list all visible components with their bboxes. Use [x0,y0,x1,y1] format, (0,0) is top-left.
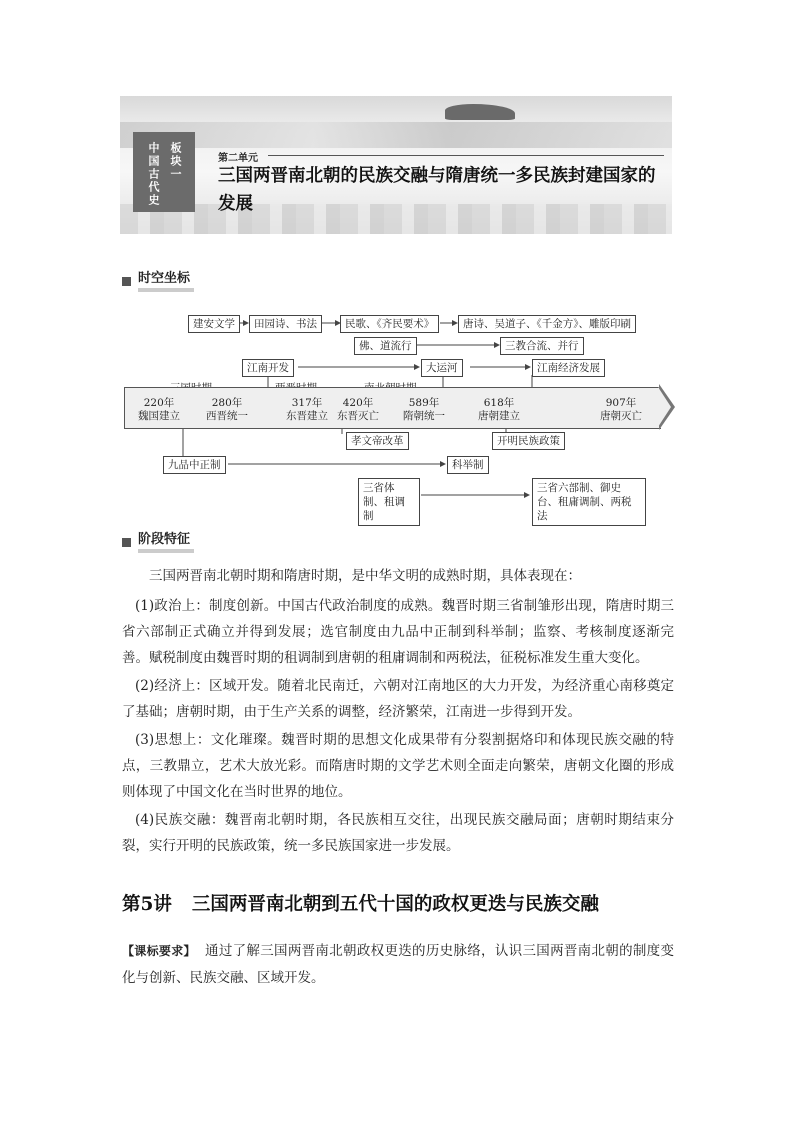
square-bullet-icon [122,277,131,286]
timeline-policy-box: 开明民族政策 [492,432,565,450]
requirement-label: 【课标要求】 [122,944,196,958]
curriculum-requirement [122,938,674,992]
square-bullet-icon [122,538,131,547]
timeline-system-box: 九品中正制 [163,456,226,474]
banner-island-image [445,104,515,120]
timeline-event: 220年 魏国建立 [138,397,180,422]
timeline-culture-box: 田园诗、书法 [249,315,322,333]
timeline-event: 420年 东晋灭亡 [337,397,379,422]
timeline-diagram [118,302,678,522]
feature-politics: (1)政治上：制度创新。中国古代政治制度的成熟。魏晋时期三省制雏形出现，隋唐时期三省六部制正式确立并得到发展；选官制度由九品中正制到科举制；监察、考核制度逐渐完善。赋税制度由魏晋时期的租调制到唐朝的租庸调制和两税法，征税标准发生重大变化。 [122,598,674,666]
timeline-religion-box: 三教合流、并行 [500,337,584,355]
feature-ethnic: (4)民族交融：魏晋南北朝时期，各民族相互交往，出现民族交融局面；唐朝时期结束分裂，实行开明的民族政策，统一多民族国家进一步发展。 [122,812,674,854]
lecture-number: 第5讲 [122,894,172,915]
features-intro: 三国两晋南北朝时期和隋唐时期，是中华文明的成熟时期，具体表现在： [149,568,581,584]
timeline-event: 618年 唐朝建立 [478,397,520,422]
section-heading-timeline: 时空坐标 [122,271,194,292]
timeline-event: 280年 西晋统一 [206,397,248,422]
timeline-culture-box: 建安文学 [188,315,240,333]
timeline-culture-box: 民歌、《齐民要术》 [340,315,439,333]
section-tag-subject: 中国古代史 [147,142,160,207]
timeline-economy-box: 江南经济发展 [532,359,605,377]
timeline-reform-box: 孝文帝改革 [346,432,409,450]
timeline-culture-box: 唐诗、吴道子、《千金方》、雕版印刷 [458,315,636,333]
timeline-event: 589年 隋朝统一 [403,397,445,422]
unit-divider [268,155,664,156]
unit-title: 三国两晋南北朝的民族交融与隋唐统一多民族封建国家的发展 [218,166,656,214]
section-tag [133,132,195,212]
section-heading-features: 阶段特征 [122,532,194,553]
section-tag-block: 板块一 [169,142,182,181]
lecture-title: 三国两晋南北朝到五代十国的政权更迭与民族交融 [191,894,599,915]
timeline-system-box: 三省体制、租调制 [358,478,420,526]
timeline-bar [124,387,661,429]
unit-banner [120,96,672,234]
timeline-economy-box: 江南开发 [242,359,294,377]
feature-thought: (3)思想上：文化璀璨。魏晋时期的思想文化成果带有分裂割据烙印和体现民族交融的特点，三教鼎立，艺术大放光彩。而隋唐时期的文学艺术则全面走向繁荣，唐朝文化圈的形成则体现了中国文化在当时世界的地位。 [122,732,674,800]
unit-label: 第二单元 [218,153,258,164]
timeline-system-box: 三省六部制、御史台、租庸调制、两税法 [532,478,646,526]
timeline-event: 907年 唐朝灭亡 [600,397,642,422]
banner-background-water [120,122,672,148]
lecture-heading [122,890,599,916]
timeline-religion-box: 佛、道流行 [354,337,417,355]
timeline-event: 317年 东晋建立 [286,397,328,422]
timeline-system-box: 科举制 [447,456,489,474]
timeline-economy-box: 大运河 [421,359,463,377]
feature-economy: (2)经济上：区域开发。随着北民南迁，六朝对江南地区的大力开发，为经济重心南移奠定了基础；唐朝时期，由于生产关系的调整，经济繁荣，江南进一步得到开发。 [122,678,674,720]
requirement-text: 通过了解三国两晋南北朝政权更迭的历史脉络，认识三国两晋南北朝的制度变化与创新、民族交融、区域开发。 [122,943,674,986]
